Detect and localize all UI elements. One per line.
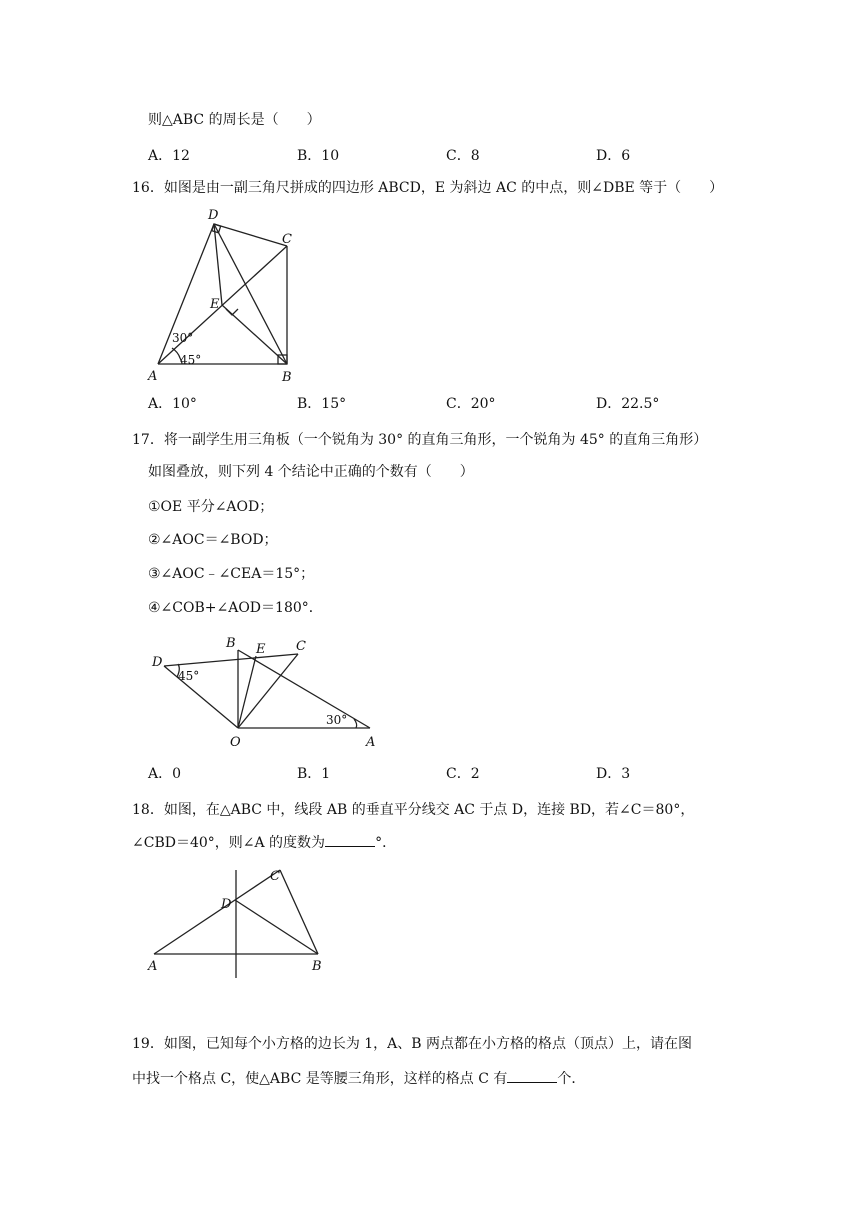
q17-label-o: O xyxy=(230,735,241,750)
q17-option-d: D．3 xyxy=(596,766,631,782)
q16-angle-30: 30° xyxy=(172,331,194,345)
q17-label-a: A xyxy=(366,735,376,750)
q17-stem-line1: 17．将一副学生用三角板（一个锐角为 30° 的直角三角形，一个锐角为 45° 的直角三角形） xyxy=(132,432,708,448)
q17-label-d: D xyxy=(152,655,163,670)
q16-option-d: D．22.5° xyxy=(596,396,660,412)
q16-option-b: B．15° xyxy=(297,396,347,412)
q15-option-b: B．10 xyxy=(297,148,340,164)
q18-line2-tail: °． xyxy=(375,835,397,851)
q18-label-a: A xyxy=(148,959,158,974)
q16-label-e: E xyxy=(210,297,220,312)
q16-label-b: B xyxy=(282,370,292,385)
q15-stem: 则△ABC 的周长是（ ） xyxy=(148,112,321,128)
q17-statement-3: ③∠AOC﹣∠CEA＝15°； xyxy=(148,566,315,582)
q19-line2-tail: 个． xyxy=(557,1071,586,1087)
q16-angle-45: 45° xyxy=(180,353,202,367)
q19-line2-text: 中找一个格点 C，使△ABC 是等腰三角形，这样的格点 C 有 xyxy=(132,1071,508,1087)
q17-option-c: C．2 xyxy=(446,766,480,782)
q18-label-c: C xyxy=(270,869,280,884)
q17-option-b: B．1 xyxy=(297,766,331,782)
q15-option-c: C．8 xyxy=(446,148,480,164)
q17-label-c: C xyxy=(296,639,306,654)
q16-label-c: C xyxy=(282,232,292,247)
q15-option-a: A．12 xyxy=(148,148,190,164)
q16-figure xyxy=(142,206,302,386)
q16-label-a: A xyxy=(148,369,158,384)
q17-statement-2: ②∠AOC＝∠BOD； xyxy=(148,532,278,548)
q18-figure xyxy=(144,862,334,982)
q17-figure xyxy=(148,632,388,752)
q17-label-e: E xyxy=(256,642,266,657)
q16-stem: 16．如图是由一副三角尺拼成的四边形 ABCD，E 为斜边 AC 的中点，则∠DBE 等于（ ） xyxy=(132,180,724,196)
q16-label-d: D xyxy=(208,208,219,223)
q16-option-a: A．10° xyxy=(148,396,197,412)
q18-line2 xyxy=(132,832,396,853)
q17-angle-30: 30° xyxy=(326,713,348,727)
q17-label-b: B xyxy=(226,636,236,651)
q19-answer-blank[interactable] xyxy=(507,1068,557,1083)
q17-statement-4: ④∠COB+∠AOD＝180°． xyxy=(148,600,323,616)
q15-option-d: D．6 xyxy=(596,148,631,164)
q16-option-c: C．20° xyxy=(446,396,496,412)
q18-label-d: D xyxy=(221,897,232,912)
q19-line2 xyxy=(132,1068,585,1089)
q18-label-b: B xyxy=(312,959,322,974)
q18-line1: 18．如图，在△ABC 中，线段 AB 的垂直平分线交 AC 于点 D，连接 BD，若∠C＝80°， xyxy=(132,802,695,818)
q17-stem-line2: 如图叠放，则下列 4 个结论中正确的个数有（ ） xyxy=(148,464,474,480)
q18-answer-blank[interactable] xyxy=(325,832,375,847)
q17-option-a: A．0 xyxy=(148,766,182,782)
q19-line1: 19．如图，已知每个小方格的边长为 1，A、B 两点都在小方格的格点（顶点）上，请在图 xyxy=(132,1036,693,1052)
q17-angle-45: 45° xyxy=(178,669,200,683)
q17-statement-1: ①OE 平分∠AOD； xyxy=(148,499,274,515)
q18-line2-text: ∠CBD＝40°，则∠A 的度数为 xyxy=(132,835,326,851)
